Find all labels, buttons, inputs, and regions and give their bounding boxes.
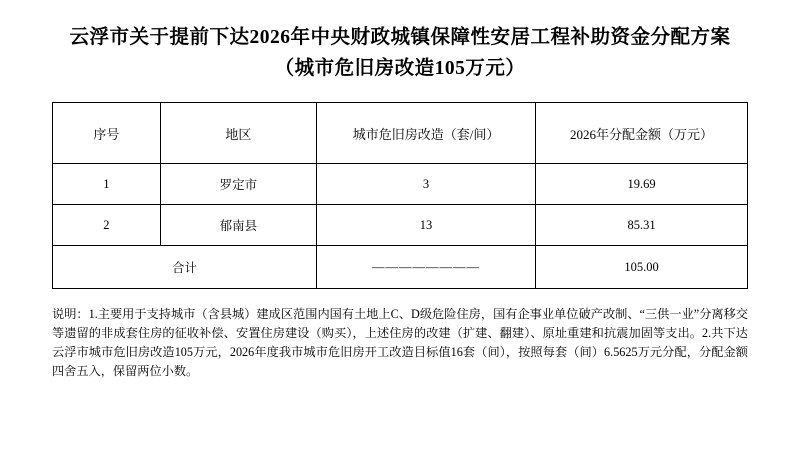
footnote-text: 说明：1.主要用于支持城市（含县城）建成区范围内国有土地上C、D级危险住房，国有企事业单位破产改制、“三供一业”分离移交等遗留的非成套住房的征收补偿、安置住房建设（购买），上述住房的改建（扩建、翻建）、原址重建和抗震加固等支出。2.共下达云浮市城市危旧房改造105万元，2026年度我市城市危旧房开工改造目标值16套（间），按照每套（间）6.5625万元分配，分配金额四舍五入，保留两位小数。 — [52, 307, 748, 378]
cell-index: 1 — [53, 164, 161, 205]
cell-units: 13 — [317, 205, 536, 246]
table-row — [53, 205, 748, 246]
cell-index: 2 — [53, 205, 161, 246]
cell-amount: 85.31 — [536, 205, 748, 246]
column-header-units: 城市危旧房改造（套/间） — [317, 103, 536, 164]
column-header-index: 序号 — [53, 103, 161, 164]
table-header — [53, 103, 748, 164]
footnote — [52, 305, 748, 381]
table-row — [53, 164, 748, 205]
cell-region: 罗定市 — [160, 164, 316, 205]
allocation-table-container — [52, 102, 748, 289]
column-header-amount: 2026年分配金额（万元） — [536, 103, 748, 164]
column-header-region: 地区 — [160, 103, 316, 164]
total-amount: 105.00 — [536, 246, 748, 289]
cell-units: 3 — [317, 164, 536, 205]
cell-region: 郁南县 — [160, 205, 316, 246]
page-title: 云浮市关于提前下达2026年中央财政城镇保障性安居工程补助资金分配方案（城市危旧房改造105万元） — [69, 27, 731, 79]
total-label: 合计 — [53, 246, 317, 289]
cell-amount: 19.69 — [536, 164, 748, 205]
allocation-table — [52, 102, 748, 289]
table-total-row — [53, 246, 748, 289]
table-header-row — [53, 103, 748, 164]
document-page — [0, 22, 800, 451]
total-units: ———————— — [317, 246, 536, 289]
table-body — [53, 164, 748, 289]
